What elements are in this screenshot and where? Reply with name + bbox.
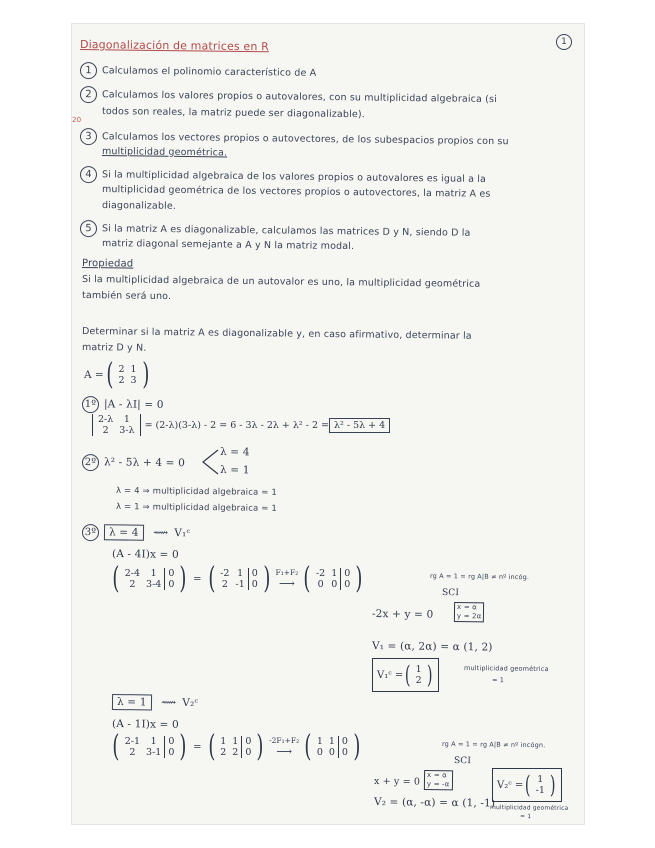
step-4-continuation: multiplicidad geométrica de los vectores propios o autovectores, la matriz A es	[101, 184, 491, 200]
step-1-number: 1	[80, 62, 97, 79]
mult-alg-1: λ = 4 ⇒ multiplicidad algebraica = 1	[115, 486, 278, 498]
lambda1-params	[424, 770, 453, 790]
root-1: λ = 4	[219, 446, 250, 459]
lambda1-mat-a: 2-1 1 0 2 3-1 0	[122, 736, 178, 758]
step-5-text: Si la matriz A es diagonalizable, calculamos las matrices D y N, siendo D la	[101, 223, 471, 239]
lambda4-param-y: y = 2α	[456, 612, 482, 621]
char-polynomial: λ² - 5λ + 4	[329, 418, 390, 433]
lambda4-subspace: V₁ = (α, 2α) = α (1, 2)	[371, 640, 493, 654]
step-4-number: 4	[80, 166, 97, 183]
step-2-number: 2	[80, 86, 97, 103]
lambda1-param-x: x = α	[427, 771, 447, 780]
step1-equation: |A - λI| = 0	[103, 398, 164, 411]
page-title: Diagonalización de matrices en R	[79, 38, 270, 54]
step2-label: 2º	[82, 454, 99, 471]
step3-lambda1-header: λ = 1 ⟿ V₂ᶜ	[112, 696, 198, 709]
lambda1-mat-c: 1 1 0 0 0 0	[314, 736, 351, 758]
step3-label: 3º	[82, 524, 99, 541]
lambda1-target: V₂ᶜ	[182, 696, 199, 710]
step1-expansion	[92, 414, 390, 436]
lambda4-basis-label: V₁ᶜ =	[377, 669, 404, 681]
step1-line	[82, 396, 164, 414]
lambda1-system: (A - 1I)x = 0	[111, 718, 179, 731]
lambda1-box: λ = 1	[112, 694, 152, 710]
step-3-number: 3	[80, 128, 97, 145]
step2-equation: λ² - 5λ + 4 = 0	[103, 456, 186, 470]
step1-label: 1º	[82, 396, 99, 413]
lambda4-mat-a: 2-4 1 0 2 3-4 0	[122, 568, 178, 590]
det-matrix: 2-λ 1 2 3-λ	[98, 414, 135, 436]
step-1	[80, 62, 317, 82]
matrix-a: 2 1 2 3	[118, 364, 137, 386]
lambda1-basis-box: V₂ᶜ = ( 1 -1 )	[492, 768, 562, 802]
lambda1-matrices: ( 2-1 1 0 2 3-1 0 ) = ( 1 1 0 2 2 0 ) -2F₁+F₂ ⟶ ( 1 1 0 0 0 0 )	[112, 729, 361, 764]
matrix-a-definition: A = ( 2 1 2 3 )	[84, 357, 149, 392]
lambda4-matrices: ( 2-4 1 0 2 3-4 0 ) = ( -2 1 0 2 -1 0 ) F₁+F₂ ⟶ ( -2 1 0 0 0 0 )	[112, 561, 363, 596]
lambda1-row-op: -2F₁+F₂	[269, 736, 300, 745]
lambda4-box: λ = 4	[104, 524, 144, 540]
mult-alg-2: λ = 1 ⇒ multiplicidad algebraica = 1	[115, 502, 278, 514]
page-number: 1	[556, 34, 572, 50]
lambda4-params	[454, 602, 485, 622]
root-2: λ = 1	[219, 464, 250, 477]
step-4-text: Si la multiplicidad algebraica de los valores propios o autovalores es igual a la	[101, 169, 487, 185]
step-4-continuation-2: diagonalizable.	[101, 200, 177, 212]
lambda1-basis-label: V₂ᶜ =	[497, 779, 524, 791]
step-3-continuation: multiplicidad geométrica.	[101, 146, 228, 159]
step-5-number: 5	[80, 220, 97, 237]
step-2-continuation: todos son reales, la matriz puede ser diagonalizable).	[101, 106, 365, 121]
lambda4-sci: SCI	[441, 588, 460, 599]
property-text: Si la multiplicidad algebraica de un autovalor es uno, la multiplicidad geométrica	[81, 274, 481, 290]
exercise-continuation: matriz D y N.	[81, 342, 147, 354]
lambda1-mat-b: 1 1 0 2 2 0	[217, 736, 254, 758]
lambda1-geo-mult: multiplicidad geométrica	[489, 804, 569, 812]
lambda4-equation: -2x + y = 0	[371, 608, 434, 621]
lambda1-sci: SCI	[453, 756, 472, 767]
lambda4-mat-c: -2 1 0 0 0 0	[313, 568, 353, 590]
lambda4-basis-vector: 1 2	[415, 664, 422, 686]
lambda1-geo-mult-value: = 1	[519, 813, 532, 821]
lambda4-basis-box: V₁ᶜ = ( 1 2 )	[372, 658, 439, 692]
step-2-text: Calculamos los valores propios o autovalores, con su multiplicidad algebraica (si	[101, 89, 497, 106]
notebook-page	[72, 24, 584, 824]
lambda1-basis-vector: 1 -1	[535, 774, 545, 796]
lambda4-rank-note: rg A = 1 = rg A|B ≠ nº incóg.	[429, 572, 530, 582]
step2-line	[82, 454, 185, 472]
lambda1-rank-note: rg A = 1 = rg A|B ≠ nº incógn.	[441, 740, 546, 750]
root-brace	[200, 448, 220, 476]
lambda4-geo-mult-value: = 1	[491, 676, 505, 685]
step-1-text: Calculamos el polinomio característico de A	[101, 65, 317, 79]
lambda4-param-x: x = α	[457, 603, 477, 612]
property-continuation: también será uno.	[81, 290, 172, 303]
step-2	[80, 86, 497, 108]
lambda4-target: V₁ᶜ	[174, 527, 191, 540]
det-expansion: = (2-λ)(3-λ) - 2 = 6 - 3λ - 2λ + λ² - 2 =	[144, 419, 329, 431]
margin-note: 20	[72, 116, 82, 125]
step3-lambda4-header: 3º λ = 4 ⟿ V₁ᶜ	[82, 524, 190, 542]
property-heading: Propiedad	[81, 258, 134, 270]
lambda4-system: (A - 4I)x = 0	[111, 548, 179, 561]
lambda1-equation: x + y = 0	[373, 776, 421, 788]
lambda4-geo-mult: multiplicidad geométrica	[463, 664, 549, 674]
exercise-statement: Determinar si la matriz A es diagonalizable y, en caso afirmativo, determinar la	[81, 326, 472, 342]
step-5-continuation: matriz diagonal semejante a A y N la matriz modal.	[101, 238, 355, 253]
lambda1-param-y: y = -α	[426, 780, 450, 789]
lambda4-row-op: F₁+F₂	[275, 568, 299, 577]
lambda4-mat-b: -2 1 0 2 -1 0	[217, 568, 261, 590]
step-3-text: Calculamos los vectores propios o autovectores, de los subespacios propios con su	[101, 131, 509, 148]
lambda1-subspace: V₂ = (α, -α) = α (1, -1)	[373, 796, 496, 810]
matrix-a-label: A =	[84, 369, 104, 381]
